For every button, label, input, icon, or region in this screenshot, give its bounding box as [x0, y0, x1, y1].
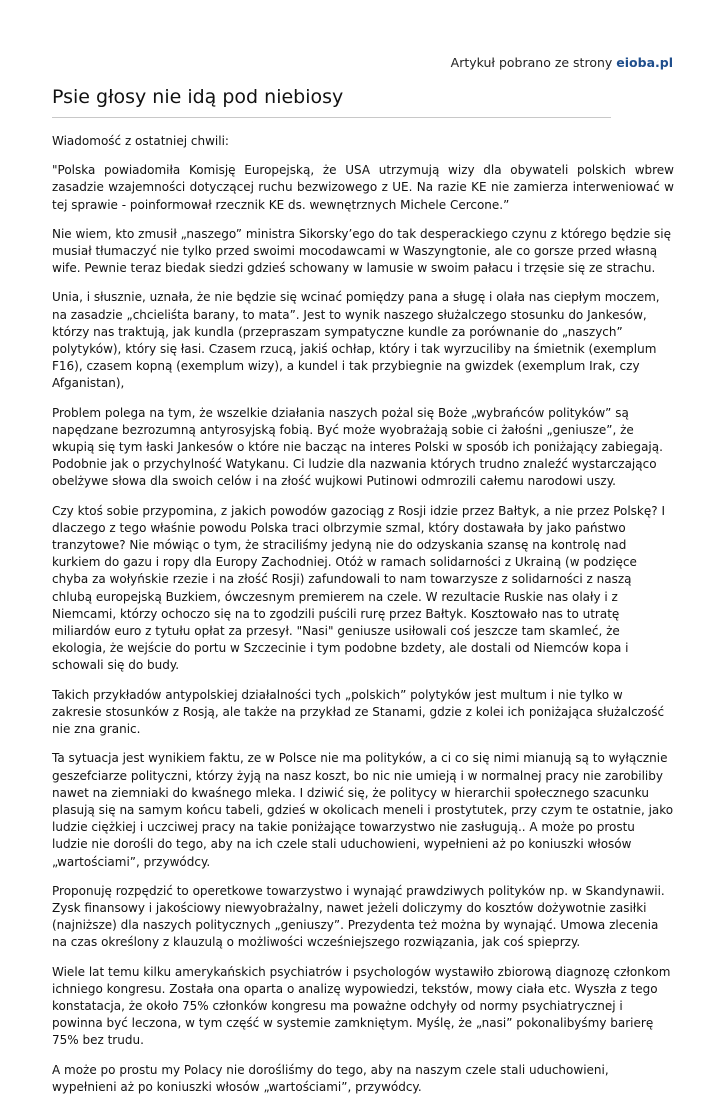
article-paragraph: Takich przykładów antypolskiej działalności tych „polskich” polytyków jest multum i nie tylko w zakresie stosunków z Rosją, ale także na przykład ze Stanami, gdzie z kolei ich poniżająca służalczość nie zna granic. — [52, 687, 665, 737]
source-prefix: Artykuł pobrano ze strony — [450, 55, 613, 70]
article-paragraph: Wiadomość z ostatniej chwili: — [52, 134, 229, 148]
article-body — [52, 133, 674, 1108]
article-paragraph: Wiele lat temu kilku amerykańskich psychiatrów i psychologów wystawiło zbiorową diagnozę członkom ichniego kongresu. Została ona oparta o analizę wypowiedzi, tekstów, mowy ciała etc. Wyszła z tego konstatacja, że około 75% członków kongresu ma poważne odchyły od normy psychiatrycznej i powinna być leczona, w tym część w systemie zamkniętym. Myślę, że „nasi” pokonalibyśmy barierę 75% bez trudu. — [52, 964, 671, 1048]
article-paragraph: A może po prostu my Polacy nie dorośliśmy do tego, aby na naszym czele stali uduchowieni, wypełnieni aż po koniuszki włosów „wartościami”, przywódcy. — [52, 1062, 609, 1094]
article-paragraph: Proponuję rozpędzić to operetkowe towarzystwo i wynająć prawdziwych polityków np. w Skandynawii. Zysk finansowy i jakościowy niewyobrażalny, nawet jeżeli doliczymy do kosztów dożywotnie zasiłki (najniższe) dla naszych politycznych „geniuszy”. Prezydenta też można by wynająć. Umowa zlecenia na czas określony z klauzulą o możliwości wcześniejszego rozwiązania, jak coś spieprzy. — [52, 883, 665, 950]
title-divider — [52, 117, 611, 118]
article-title: Psie głosy nie idą pod niebiosy — [52, 86, 344, 108]
article-paragraph: Problem polega na tym, że wszelkie działania naszych pożal się Boże „wybrańców polityków” są napędzane bezrozumną antyrosyjską fobią. Być może wyobrażają sobie ci żałośni „geniusze”, że wkupią się tym łaski Jankesów o które nie bacząc na interes Polski w sposób ich poniżający zabiegają. Podobnie jak o przychylność Watykanu. Ci ludzie dla nazwania których trudno znaleźć wystarczająco obelżywe słowa dla swoich celów i na złość wujkowi Putinowi odmrozili całemu narodowi uszy. — [52, 405, 663, 489]
article-paragraph: Ta sytuacja jest wynikiem faktu, ze w Polsce nie ma polityków, a ci co się nimi mianują są to wyłącznie geszefciarze polityczni, którzy żyją na nasz koszt, bo nic nie umieją i w normalnej pracy nie zarobiliby nawet na ziemniaki do kwaśnego mleka. I dziwić się, że politycy w hierarchii społecznego szacunku plasują się na samym końcu tabeli, gdzieś w okolicach meneli i prostytutek, przy czym te ostatnie, jako ludzie ciężkiej i uczciwej pracy na takie poniżające towarzystwo nie zasługują.. A może po prostu ludzie nie dorośli do tego, aby na ich czele stali uduchowieni, wypełnieni aż po koniuszki włosów „wartościami”, przywódcy. — [52, 751, 674, 869]
article-paragraph: Nie wiem, kto zmusił „naszego” ministra Sikorsky’ego do tak desperackiego czynu z którego będzie się musiał tłumaczyć nie tylko przed swoimi mocodawcami w Waszyngtonie, ale co gorsze przed własną wife. Pewnie teraz biedak siedzi gdzieś schowany w lamusie w swoim pałacu i trzęsie się ze strachu. — [52, 226, 671, 276]
source-attribution — [451, 55, 673, 70]
article-paragraph: Czy ktoś sobie przypomina, z jakich powodów gazociąg z Rosji idzie przez Bałtyk, a nie przez Polskę? I dlaczego z tego właśnie powodu Polska traci olbrzymie szmal, który dostawała by jako państwo tranzytowe? Nie mówiąc o tym, że straciliśmy jedyną nie do odzyskania szansę na kontrolę nad kurkiem do gazu i ropy dla Europy Zachodniej. Otóż w ramach solidarności z Ukrainą (w podzięce chyba za wołyńskie rzezie i na złość Rosji) zafundowali to nam towarzysze z solidarności z naszą chlubą europejską Buzkiem, ówczesnym premierem na czele. W rezultacie Ruskie nas olały i z Niemcami, którzy ochoczo się na to zgodzili puścili rurę przez Bałtyk. Kosztowało nas to utratę miliardów euro z tytułu opłat za przesył. "Nasi" geniusze usiłowali coś jeszcze tam skamleć, że ekologia, że wejście do portu w Szczecinie i tym podobne bzdety, ale dostali od Niemców kopa i schowali się do budy. — [52, 503, 665, 673]
source-site-link[interactable]: eioba.pl — [616, 55, 673, 70]
article-paragraph: "Polska powiadomiła Komisję Europejską, że USA utrzymują wizy dla obywateli polskich wbrew zasadzie wzajemności dotyczącej ruchu bezwizowego z UE. Na razie KE nie zamierza interweniować w tej sprawie - poinformował rzecznik KE ds. wewnętrznych Michele Cercone.” — [52, 163, 674, 212]
article-paragraph: Unia, i słusznie, uznała, że nie będzie się wcinać pomiędzy pana a sługę i olała nas ciepłym moczem, na zasadzie „chcieliśta barany, to mata”. Jest to wynik naszego służalczego stosunku do Jankesów, którzy nas traktują, jak kundla (przepraszam sympatyczne kundle za porównanie do „naszych” polytyków), który się łasi. Czasem rzucą, jakiś ochłap, który i tak wyrzuciliby na śmietnik (exemplum F16), czasem kopną (exemplum wizy), a kundel i tak przybiegnie na gwizdek (exemplum Irak, czy Afganistan), — [52, 290, 660, 391]
